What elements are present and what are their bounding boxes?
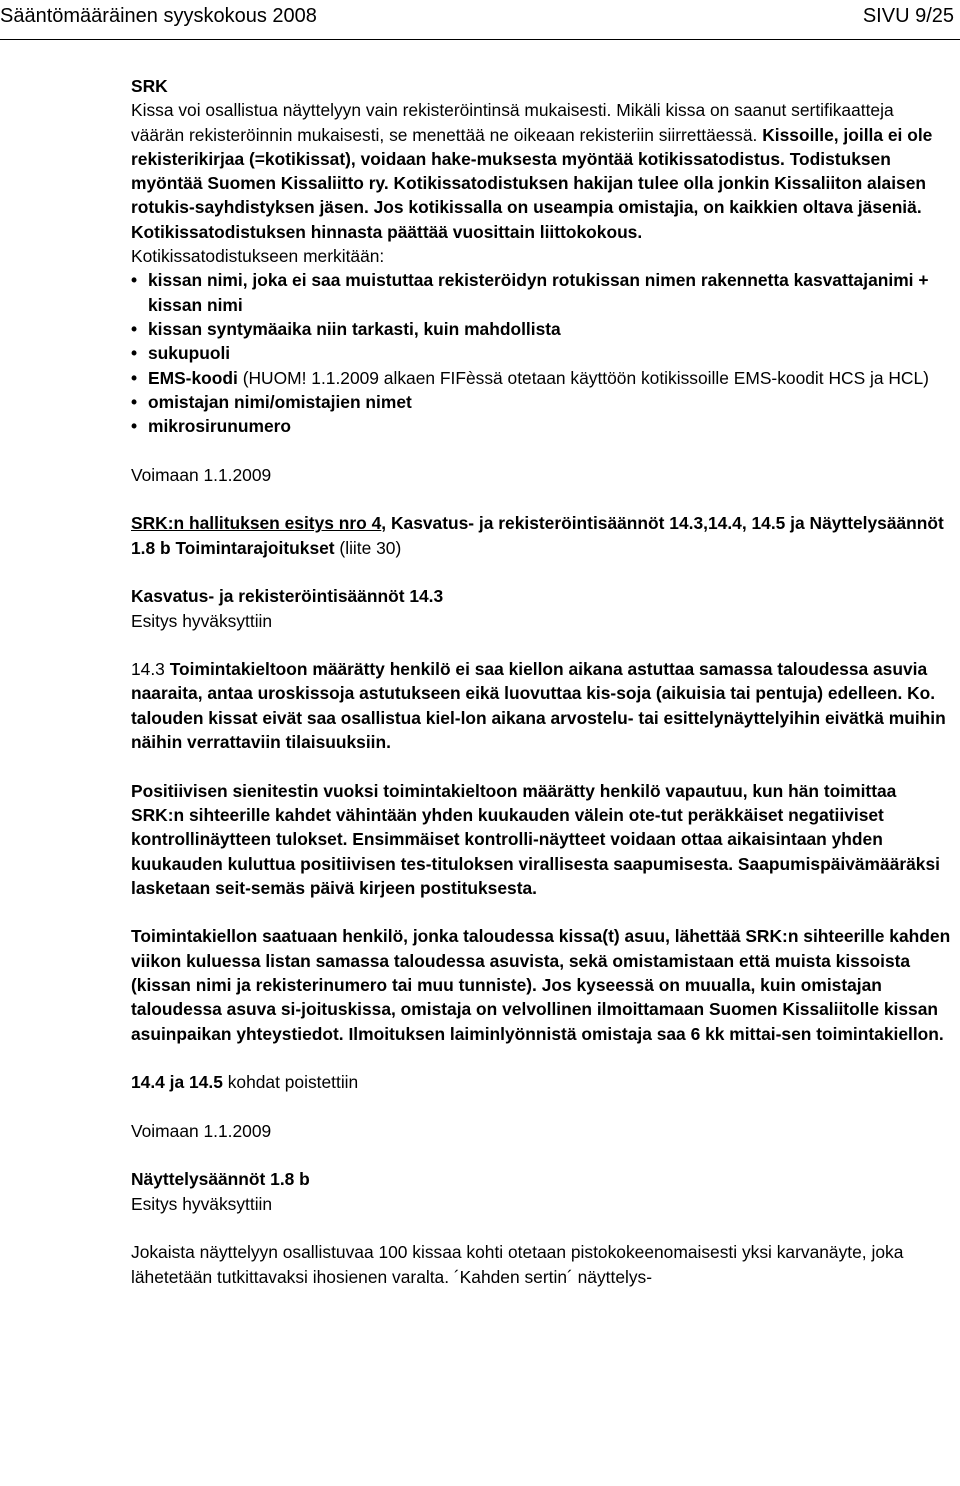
list-intro: Kotikissatodistukseen merkitään: [131, 246, 385, 267]
intro-text: Kissa voi osallistua näyttelyyn vain rekisteröintinsä mukaisesti. Mikäli kissa on saanut sertifikaatteja väärän rekisteröinnin mukaisesti, se menettää ne oikeaan rekisteriin siirrettäessä. [131, 100, 894, 145]
page-header [0, 0, 960, 40]
page-number: SIVU 9/25 [862, 5, 954, 27]
proposal-subject: , Kasvatus- ja rekisteröintisäännöt 14.3,14.4, 14.5 ja Näyttelysäännöt 1.8 b Toimintarajoitukset [131, 513, 944, 558]
proposal-link[interactable]: SRK:n hallituksen esitys nro 4 [131, 513, 382, 534]
proposal-title [131, 511, 951, 560]
decision-status: Esitys hyväksyttiin [131, 1193, 273, 1214]
bullet-icon: • [131, 391, 138, 412]
removed-rule-text: kohdat poistettiin [222, 1072, 359, 1093]
removed-rule-numbers: 14.4 ja 14.5 [131, 1072, 223, 1093]
effective-date: Voimaan 1.1.2009 [131, 1120, 272, 1141]
rule-paragraph: Positiivisen sienitestin vuoksi toimintakieltoon määrätty henkilö vapautuu, kun hän toimittaa SRK:n sihteerille kahdet vähintään yhden kuukauden välein ote-tut peräkkäiset negatiiviset kontrollinäytteen tulokset. Ensimmäiset kontrolli-näytteet voidaan ottaa aikaisintaan yhden kuukauden kuluttua positiivisen tes-tituloksen virallisesta saapumisesta. Saapumispäivämääräksi lasketaan seit-semäs päivä kirjeen postituksesta. [131, 780, 940, 898]
show-rules-text: Jokaista näyttelyyn osallistuvaa 100 kissaa kohti otetaan pistokokeenomaisesti yksi karvanäyte, joka lähetetään tutkittavaksi ihosienen varalta. ´Kahden sertin´ näyttelys- [131, 1242, 904, 1287]
list-item: • kissan nimi, joka ei saa muistuttaa rekisteröidyn rotukissan nimen rakennetta kasvattajanimi + kissan nimi [131, 270, 929, 315]
decision-status: Esitys hyväksyttiin [131, 610, 273, 631]
show-rules-heading: Näyttelysäännöt 1.8 b [131, 1169, 310, 1190]
proposal-attachment: (liite 30) [334, 537, 402, 558]
ems-label: EMS-koodi [148, 367, 238, 388]
bullet-icon: • [131, 367, 138, 388]
rule-number: 14.3 [131, 659, 165, 680]
removed-rules [131, 1070, 951, 1094]
rules-heading: Kasvatus- ja rekisteröintisäännöt 14.3 [131, 586, 444, 607]
homecat-certificate-text: Kissoille, joilla ei ole rekisterikirjaa (=kotikissat), voidaan hake-muksesta myöntää kotikissatodistus. Todistuksen myöntää Suomen Kissaliitto ry. Kotikissatodistuksen hakijan tulee olla jonkin Kissaliiton alaisen rotukis-sayhdistyksen jäsen. Jos kotikissalla on useampia omistajia, on kaikkien oltava jäseniä. Kotikissatodistuksen hinnasta päättää vuosittain liittokokous. [131, 124, 933, 242]
section-heading-srk: SRK [131, 76, 168, 96]
effective-date: Voimaan 1.1.2009 [131, 464, 272, 485]
document-title: Sääntömääräinen syyskokous 2008 [0, 5, 317, 27]
rule-text: Toimintakieltoon määrätty henkilö ei saa kiellon aikana astuttaa samassa taloudessa asuvia naaraita, antaa uroskissoja astutukseen eikä luovuttaa kis-soja (aikuisia tai pentuja) edelleen. Ko. talouden kissat eivät saa osallistua kiel-lon aikana arvostelu- tai esittelynäyttelyihin eivätkä muihin näihin verrattaviin tilaisuuksiin. [131, 659, 946, 753]
bullet-icon: • [131, 318, 138, 339]
list-item: • omistajan nimi/omistajien nimet [131, 390, 951, 414]
document-body [131, 74, 951, 1289]
rule-paragraph: Toimintakiellon saatuaan henkilö, jonka taloudessa kissa(t) asuu, lähettää SRK:n sihteerille kahden viikon kuluessa listan samassa taloudessa asuvista, sekä omistamistaan että muista kissoista (kissan nimi ja rekisterinumero tai muu tunniste). Jos kyseessä on muualla, kuin omistajan taloudessa asuva si-joituskissa, omistaja on velvollinen ilmoittamaan Suomen Kissaliitolle kissan asuinpaikan yhteystiedot. Ilmoituksen laiminlyönnistä omistaja saa 6 kk mittai-sen toimintakiellon. [131, 926, 951, 1044]
bullet-icon: • [131, 343, 138, 364]
bullet-icon: • [131, 270, 138, 291]
list-item: • kissan syntymäaika niin tarkasti, kuin mahdollista [131, 317, 951, 341]
list-item-ems [131, 366, 951, 390]
paragraph-srk [131, 98, 951, 244]
bullet-icon: • [131, 416, 138, 437]
list-item: • sukupuoli [131, 341, 951, 365]
rule-14-3 [131, 657, 951, 754]
ems-note: (HUOM! 1.1.2009 alkaen FIFèssä otetaan käyttöön kotikissoille EMS-koodit HCS ja HCL) [237, 367, 929, 388]
list-item: • mikrosirunumero [131, 414, 951, 438]
